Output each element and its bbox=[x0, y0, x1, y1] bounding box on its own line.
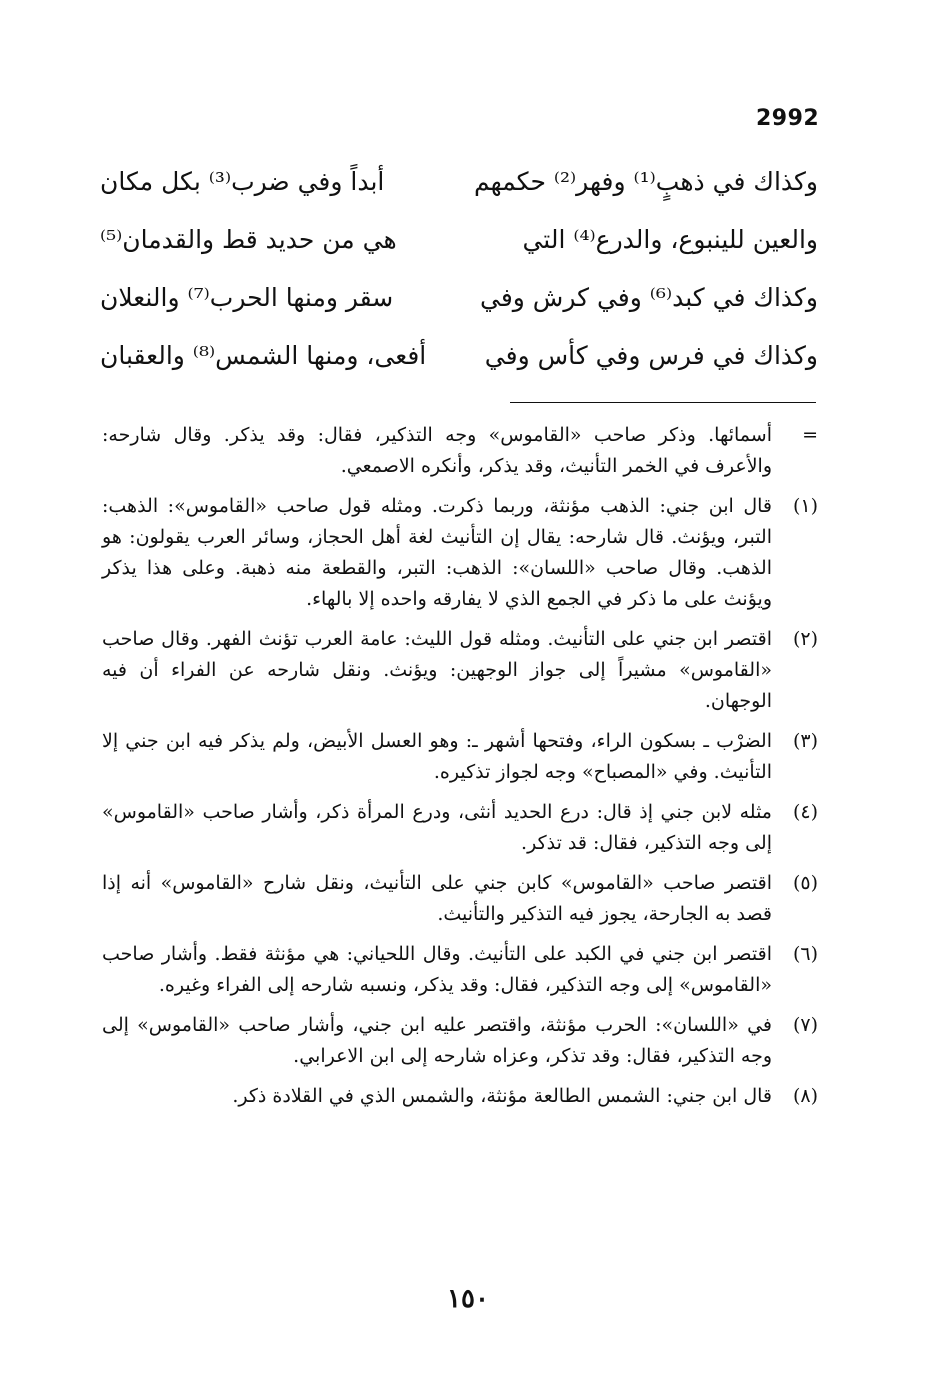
footnote bbox=[102, 939, 818, 1001]
verse-first-hemistich: والعين للينبوع، والدرع⁽⁴⁾ التي bbox=[522, 225, 818, 254]
footnote-marker: = bbox=[802, 424, 818, 446]
footnote-text: الضرْب ـ بسكون الراء، وفتحها أشهر ـ: وهو العسل الأبيض، ولم يذكر فيه ابن جني إلا التأنيث. وفي «المصباح» وجه لجواز تذكيره. bbox=[102, 730, 772, 783]
page-id: 2992 bbox=[756, 106, 820, 131]
verse-first-hemistich: وكذاك في كبد⁽⁶⁾ وفي كرش وفي bbox=[480, 283, 818, 312]
verse-first-hemistich: وكذاك في ذهبٍ⁽¹⁾ وفهر⁽²⁾ حكمهم bbox=[474, 167, 818, 196]
footnote-text: اقتصر ابن جني في الكبد على التأنيث. وقال اللحياني: هي مؤنثة فقط. وأشار صاحب «القاموس» إلى وجه التذكير، فقال: وقد يذكر، ونسبه شارحه إلى الفراء وغيره. bbox=[102, 943, 772, 996]
footnote bbox=[102, 797, 818, 859]
footnote-marker: (١) bbox=[792, 495, 818, 517]
verse-line bbox=[100, 276, 818, 334]
footnote-text: أسمائها. وذكر صاحب «القاموس» وجه التذكير، فقال: وقد يذكر. وقال شارحه: والأعرف في الخمر التأنيث، وقد يذكر، وأنكره الاصمعي. bbox=[102, 424, 772, 477]
footnote bbox=[102, 1081, 818, 1112]
verse-block bbox=[100, 160, 818, 392]
footnote bbox=[102, 726, 818, 788]
verse-line bbox=[100, 334, 818, 392]
verse-line bbox=[100, 160, 818, 218]
footnote-text: قال ابن جني: الذهب مؤنثة، وربما ذكرت. ومثله قول صاحب «القاموس»: الذهب: التبر، ويؤنث. قال شارحه: يقال إن التأنيث لغة أهل الحجاز، وسائر العرب يقولون: هو الذهب. وقال صاحب «اللسان»: الذهب: التبر، والقطعة منه ذهبة. وعلى هذا يذكر ويؤنث على ما ذكر في الجمع الذي لا يفارقه واحده إلا بالهاء. bbox=[102, 495, 772, 610]
footnote-marker: (٧) bbox=[792, 1014, 818, 1036]
verse-first-hemistich: وكذاك في فرس وفي كأس وفي bbox=[484, 341, 818, 370]
footnote-marker: (٣) bbox=[792, 730, 818, 752]
footnotes bbox=[102, 420, 818, 1121]
footnote bbox=[102, 1010, 818, 1072]
footnote bbox=[102, 624, 818, 717]
footnote-text: اقتصر صاحب «القاموس» كابن جني على التأنيث، ونقل شارح «القاموس» أنه إذا قصد به الجارحة، يجوز فيه التذكير والتأنيث. bbox=[102, 872, 772, 925]
footnote-marker: (٥) bbox=[792, 872, 818, 894]
verse-second-hemistich: أبداً وفي ضرب⁽³⁾ بكل مكان bbox=[100, 167, 385, 196]
footnote bbox=[102, 868, 818, 930]
page-number: ١٥٠ bbox=[447, 1284, 489, 1314]
footnote-marker: (٦) bbox=[792, 943, 818, 965]
verse-second-hemistich: هي من حديد قط والقدمان⁽⁵⁾ bbox=[100, 225, 397, 254]
verse-second-hemistich: سقر ومنها الحرب⁽⁷⁾ والنعلان bbox=[100, 283, 394, 312]
footnote-marker: (٢) bbox=[792, 628, 818, 650]
footnote bbox=[102, 420, 818, 482]
footnote-text: اقتصر ابن جني على التأنيث. ومثله قول الليث: عامة العرب تؤنث الفهر. وقال صاحب «القاموس» مشيراً إلى جواز الوجهين: ويؤنث. ونقل شارحه عن الفراء أن فيه الوجهان. bbox=[102, 628, 772, 712]
footnote-separator bbox=[510, 402, 816, 403]
verse-second-hemistich: أفعى، ومنها الشمس⁽⁸⁾ والعقبان bbox=[100, 341, 427, 370]
footnote-marker: (٨) bbox=[792, 1085, 818, 1107]
footnote-text: قال ابن جني: الشمس الطالعة مؤنثة، والشمس الذي في القلادة ذكر. bbox=[232, 1085, 772, 1107]
footnote-text: مثله لابن جني إذ قال: درع الحديد أنثى، ودرع المرأة ذكر، وأشار صاحب «القاموس» إلى وجه التذكير، فقال: قد تذكر. bbox=[102, 801, 772, 854]
footnote bbox=[102, 491, 818, 615]
verse-line bbox=[100, 218, 818, 276]
footnote-text: في «اللسان»: الحرب مؤنثة، واقتصر عليه ابن جني، وأشار صاحب «القاموس» إلى وجه التذكير، فقال: وقد تذكر، وعزاه شارحه إلى ابن الاعرابي. bbox=[102, 1014, 772, 1067]
footnote-marker: (٤) bbox=[792, 801, 818, 823]
